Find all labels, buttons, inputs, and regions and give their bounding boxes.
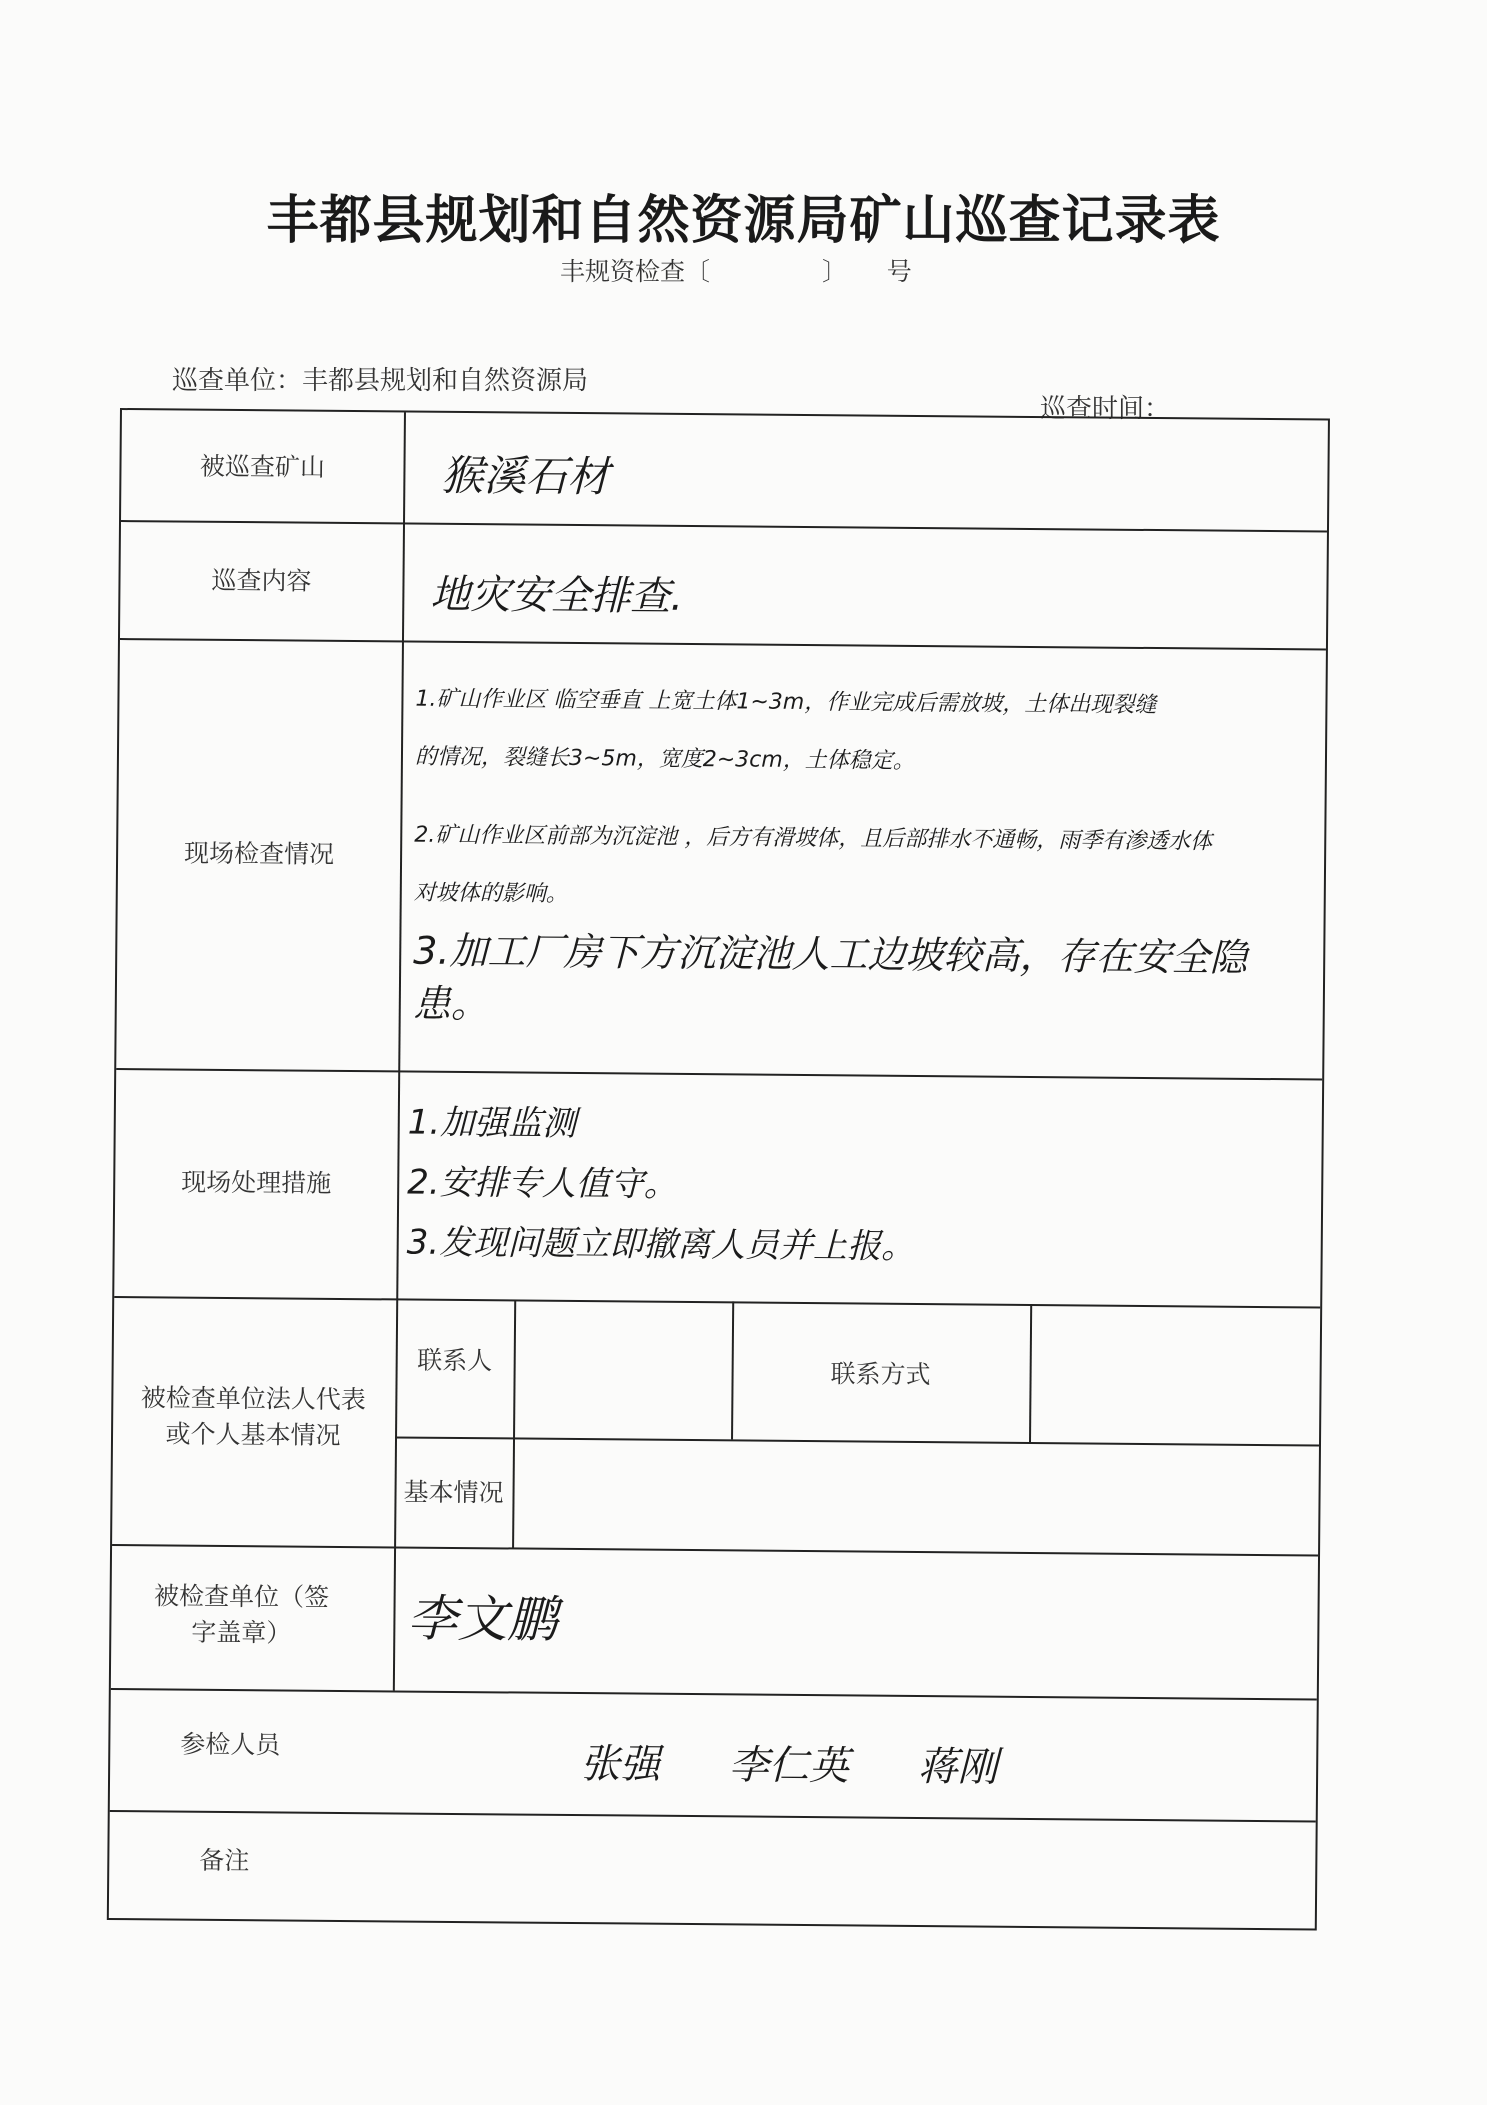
measure-line: 3.发现问题立即撤离人员并上报。: [406, 1222, 916, 1267]
participant-signature: 蒋刚: [917, 1744, 998, 1791]
site-status-line: 患。: [412, 981, 490, 1027]
participant-signature: 李仁英: [728, 1742, 850, 1790]
row-divider: [111, 1688, 1317, 1701]
site-status-line: 1.矿山作业区 临空垂直 上宽土体1~3m，作业完成后需放坡，土体出现裂缝: [415, 686, 1157, 719]
measure-line: 2.安排专人值守。: [407, 1162, 678, 1205]
site-status-line: 对坡体的影响。: [413, 880, 568, 907]
participant-signature: 张强: [579, 1741, 661, 1788]
row-divider: [395, 1436, 1319, 1446]
site-status-line: 2.矿山作业区前部为沉淀池 ，后方有滑坡体，且后部排水不通畅，雨季有渗透水体: [414, 822, 1213, 855]
document-title: 丰都县规划和自然资源局矿山巡查记录表: [266, 190, 1221, 251]
row-divider: [112, 1544, 1318, 1557]
handwritten-site-status: [413, 671, 1250, 1036]
measure-line: 1.加强监测: [407, 1102, 577, 1145]
label-participants: 参检人员: [180, 1729, 281, 1760]
document-number: [560, 252, 912, 288]
inspected-unit-signature: 李文鹏: [407, 1589, 558, 1649]
handwritten-mine-name: 猴溪石材: [441, 450, 610, 502]
column-divider: [512, 1299, 516, 1547]
label-contact-person: 联系人: [417, 1345, 493, 1376]
row-divider: [114, 1296, 1320, 1309]
inspection-time-label: 巡查时间：: [1040, 394, 1171, 424]
label-basic-info: 基本情况: [403, 1477, 504, 1508]
label-remarks: 备注: [199, 1845, 250, 1876]
row-divider: [120, 638, 1326, 651]
label-content: 巡查内容: [211, 565, 312, 596]
document-number-suffix: 号: [886, 257, 912, 286]
document-number-bracket: 〕: [822, 257, 848, 286]
row-divider: [110, 1810, 1316, 1823]
label-legal-rep: 被检查单位法人代表或个人基本情况: [140, 1383, 366, 1450]
site-status-line: 的情况，裂缝长3~5m，宽度2~3cm，土体稳定。: [414, 744, 915, 774]
row-divider: [121, 520, 1327, 533]
site-status-line: 3.加工厂房下方沉淀池人工边坡较高，存在安全隐: [413, 928, 1248, 980]
row-divider: [116, 1068, 1322, 1081]
inspection-record-table: [107, 408, 1330, 1931]
participant-signatures: [580, 1732, 1054, 1793]
handwritten-measures: [406, 1093, 916, 1277]
label-site-status: 现场检查情况: [183, 838, 335, 869]
label-measures: 现场处理措施: [181, 1167, 332, 1198]
label-inspected-unit: 被检查单位（签字盖章）: [153, 1581, 330, 1648]
document-number-prefix: 丰规资检查〔: [560, 257, 711, 286]
label-mine: 被巡查矿山: [199, 451, 326, 482]
inspection-unit: 巡查单位：丰都县规划和自然资源局: [172, 366, 589, 396]
handwritten-inspection-content: 地灾安全排查.: [430, 571, 684, 620]
label-contact-method: 联系方式: [830, 1359, 931, 1390]
